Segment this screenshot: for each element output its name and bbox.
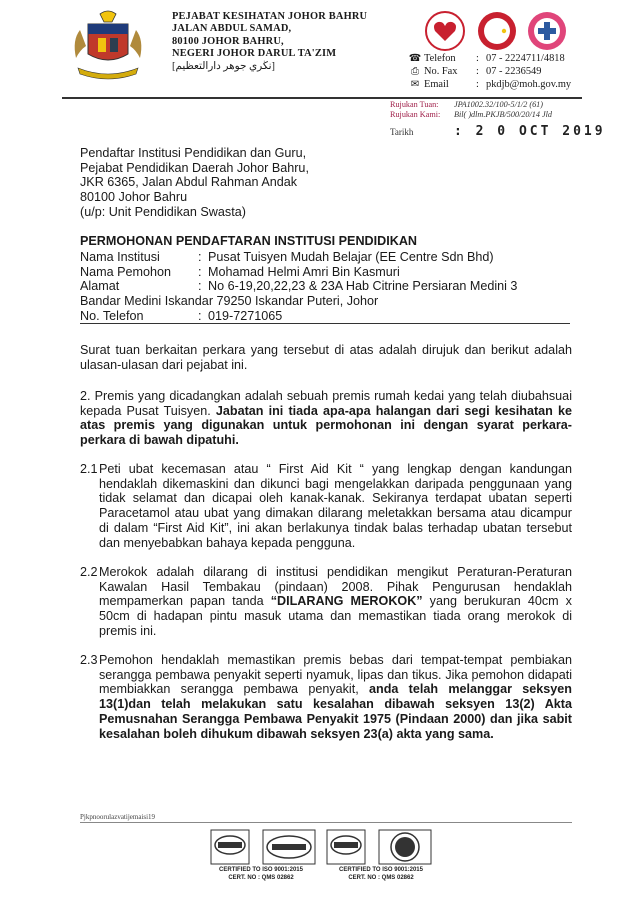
field-key: Nama Pemohon <box>80 264 172 279</box>
standards-logo <box>262 829 316 865</box>
reference-value: JPA1002.32/100-5/1/2 (61) <box>454 100 543 109</box>
district-health-logo <box>526 10 568 52</box>
contact-value: pkdjb@moh.gov.my <box>486 79 572 91</box>
office-line: NEGERI JOHOR DARUL TA'ZIM <box>172 48 337 60</box>
clause-2-3 <box>99 653 572 741</box>
subject-field: No. Telefon : 019-7271065 <box>80 308 283 323</box>
subject-title: PERMOHONAN PENDAFTARAN INSTITUSI PENDIDIKAN <box>80 234 418 248</box>
contact-block <box>406 52 571 92</box>
contact-label: No. Fax <box>424 66 458 78</box>
quality-system-logo <box>326 829 366 865</box>
iqnet-logo <box>378 829 432 865</box>
paragraph-text <box>99 653 572 741</box>
clause-2-2 <box>99 565 572 639</box>
paragraph-bold-text: anda telah melanggar seksyen 13(1)dan telah melakukan satu kesalahan dibawah seksyen 13(2) Akta Pemusnahan Serangga Pembawa Penyakit 1975 (Pindaan 2000) dan jika sabit kesalahan boleh dihukum dibawah seksyen 23(a) akta yang sama. <box>99 682 572 741</box>
ministry-of-health-logo <box>476 10 518 52</box>
contact-row: ✉ Email : pkdjb@moh.gov.my <box>406 78 571 91</box>
field-key: No. Telefon <box>80 308 144 323</box>
paragraph-2 <box>80 389 572 448</box>
recipient-line: JKR 6365, Jalan Abdul Rahman Andak <box>80 175 298 190</box>
email-icon: ✉ <box>410 79 420 91</box>
contact-row: ☎ Telefon : 07 - 2224711/4818 <box>406 52 571 65</box>
field-value: Pusat Tuisyen Mudah Belajar (EE Centre Sdn Bhd) <box>208 250 494 264</box>
recipient-line: Pendaftar Institusi Pendidikan dan Guru, <box>80 146 307 160</box>
recipient-line: 80100 Johor Bahru <box>80 190 188 205</box>
subject-divider <box>80 323 570 324</box>
subject-field: Alamat : No 6-19,20,22,23 & 23A Hab Citrine Persiaran Medini 3 <box>80 279 518 294</box>
contact-value: 07 - 2236549 <box>486 66 542 78</box>
paragraph-intro <box>80 343 572 372</box>
reference-block <box>390 100 552 120</box>
certification-line: CERTIFIED TO ISO 9001:2015 <box>219 867 303 873</box>
paragraph-text <box>80 389 572 448</box>
date-row <box>390 124 606 139</box>
contact-label: Telefon <box>424 53 456 64</box>
paragraph-bold-text: “DILARANG MEROKOK” <box>270 594 423 609</box>
footer-divider <box>80 822 572 823</box>
date-stamp: : 2 0 OCT 2019 <box>454 124 606 139</box>
recipient-address <box>80 146 570 220</box>
telephone-icon: ☎ <box>408 53 422 64</box>
reference-label: Rujukan Tuan: <box>390 100 439 109</box>
subject-fields <box>80 250 570 324</box>
field-value: Mohamad Helmi Amri Bin Kasmuri <box>208 264 400 279</box>
quality-system-logo <box>210 829 250 865</box>
office-arabic-line: [نڬري جوهر دارالتعظيم] <box>172 60 275 72</box>
office-line: 80100 JOHOR BAHRU, <box>172 35 284 47</box>
office-line: JALAN ABDUL SAMAD, <box>172 23 292 35</box>
subject-field: Nama Institusi : Pusat Tuisyen Mudah Belajar (EE Centre Sdn Bhd) <box>80 250 494 264</box>
address-continued: Bandar Medini Iskandar 79250 Iskandar Puteri, Johor <box>80 294 379 309</box>
clause-number: 2.2 <box>80 565 98 579</box>
office-address-block <box>172 11 367 73</box>
paragraph-plain-text: 2. Premis yang dicadangkan adalah sebuah premis rumah kedai yang telah diubahsuai kepada Pusat Tuisyen. <box>80 389 572 418</box>
clause-number: 2.1 <box>80 462 98 476</box>
certification-line: CERTIFIED TO ISO 9001:2015 <box>339 867 423 873</box>
clause-number: 2.3 <box>80 653 98 667</box>
paragraph-bold-text: Jabatan ini tiada apa-apa halangan dari segi kesihatan ke atas premis yang digunakan untuk permohonan ini dengan syarat perkara-perkara di bawah dipatuhi. <box>80 403 573 448</box>
reference-row <box>390 100 552 110</box>
office-line: PEJABAT KESIHATAN JOHOR BAHRU <box>172 11 368 22</box>
paragraph-plain-text: yang berukuran 40cm x 50cm di hadapan pintu masuk utama dan memastikan tiada orang merokok di premis ini. <box>99 594 572 638</box>
certification-line: CERT. NO : QMS 02862 <box>348 874 414 881</box>
contact-label: Email <box>424 79 449 91</box>
contact-value: 07 - 2224711/4818 <box>486 53 565 64</box>
fax-icon: ⎙ <box>411 66 419 78</box>
contact-row: ⎙ No. Fax : 07 - 2236549 <box>406 65 571 78</box>
paragraph-text: Surat tuan berkaitan perkara yang tersebut di atas adalah dirujuk dan berikut adalah ulasan-ulasan dari pejabat ini. <box>80 343 572 372</box>
field-key: Nama Institusi <box>80 250 160 264</box>
paragraph-plain-text: Pemohon hendaklah memastikan premis bebas dari tempat-tempat pembiakan serangga pembawa penyakit seperti nyamuk, lipas dan tikus. Jika pemohon didapati membiakkan serangga pembawa penyakit, <box>99 653 572 697</box>
field-key: Alamat <box>80 279 120 294</box>
recipient-line: (u/p: Unit Pendidikan Swasta) <box>80 204 246 219</box>
reference-label: Rujukan Kami: <box>390 110 441 119</box>
date-label: Tarikh <box>390 126 414 137</box>
coat-of-arms-logo <box>66 10 150 82</box>
document-code: Pjkpnoorulazvatijemaisi19 <box>80 813 156 821</box>
reference-value: Bil( )dlm.PKJB/500/20/14 Jld <box>454 110 553 119</box>
paragraph-plain-text: Merokok adalah dilarang di institusi pendidikan mengikut Peraturan-Peraturan Kawalan Hasil Tembakau (pindaan) 2008. Pihak Pengurusan hendaklah mempamerkan papan tanda <box>99 565 572 609</box>
field-value: No 6-19,20,22,23 & 23A Hab Citrine Persiaran Medini 3 <box>208 279 518 294</box>
health-heart-logo <box>424 10 466 52</box>
letterhead-divider <box>62 97 582 99</box>
paragraph-text <box>99 565 572 639</box>
paragraph-text: Peti ubat kecemasan atau “ First Aid Kit “ yang lengkap dengan kandungan hendaklah dikemaskini dan dikunci bagi mengelakkan daripada penggunaan yang tidak selamat dan dicapai oleh kanak-kanak. Sekiranya terdapat ubatan seperti Paracetamol atau ubat yang dimakan dilarang meletakkan bersama atau dicampur di dalam “First Aid Kit”, ini akan berlakunya tindak balas terhadap ubatan tersebut dan menyebabkan bahaya kepada pengguna. <box>99 462 572 550</box>
reference-row <box>390 110 552 120</box>
field-value: 019-7271065 <box>208 308 283 323</box>
certification-caption <box>202 867 320 882</box>
clause-2-1 <box>99 462 572 550</box>
certification-line: CERT. NO : QMS 02862 <box>228 874 294 881</box>
certification-caption <box>322 867 440 882</box>
recipient-line: Pejabat Pendidikan Daerah Johor Bahru, <box>80 160 309 175</box>
subject-field: Nama Pemohon : Mohamad Helmi Amri Bin Kasmuri <box>80 264 400 279</box>
